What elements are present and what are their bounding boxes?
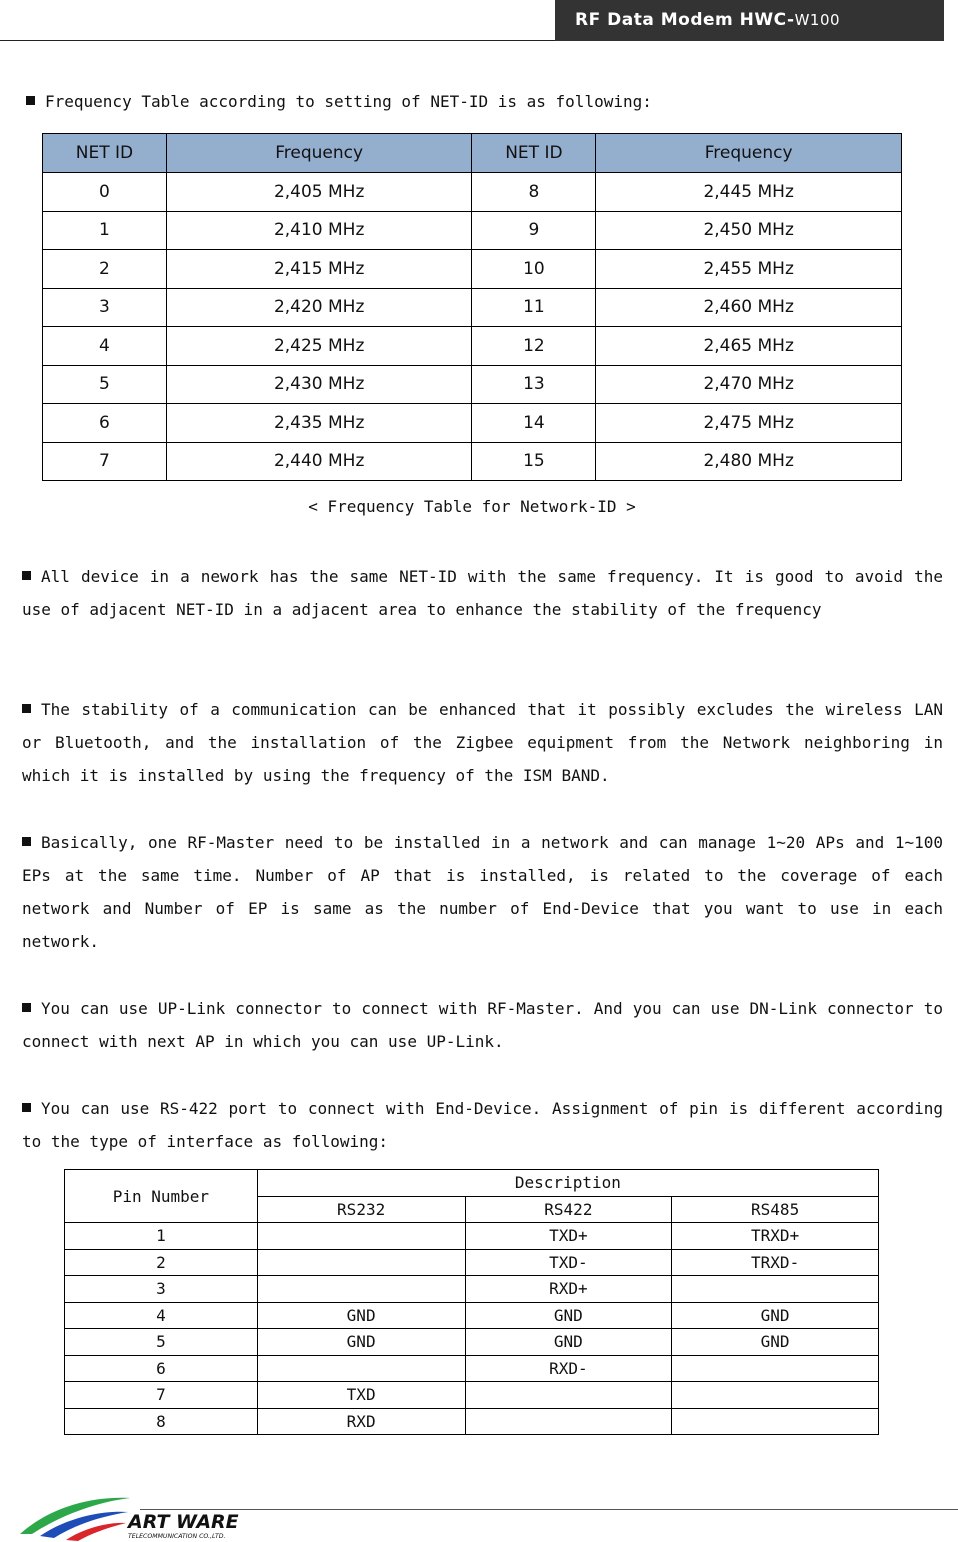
table-row [65,1276,879,1303]
table-cell: 12 [472,327,596,366]
table-row [65,1408,879,1435]
paragraph-text: All device in a nework has the same NET-ID with the same frequency. It is good to avoid the use of adjacent NET-ID in a adjacent area to enhance the stability of the frequency [22,567,943,619]
col-header-rs485: RS485 [672,1196,879,1223]
intro-text: Frequency Table according to setting of NET-ID is as following: [45,92,652,111]
paragraph-text: Basically, one RF-Master need to be installed in a network and can manage 1~20 APs and 1~100 EPs at the same time. Number of AP that is installed, is related to the coverage of each network and Number of EP is same as the number of End-Device that you want to use in each network. [22,833,943,951]
table-cell: 13 [472,365,596,404]
col-header-description: Description [257,1170,878,1197]
frequency-table-header [43,134,902,173]
table-cell: 14 [472,404,596,443]
square-bullet-icon [22,571,31,580]
table-cell: 6 [43,404,167,443]
paragraph [22,560,943,626]
col-header-rs232: RS232 [257,1196,465,1223]
table-cell: 2,425 MHz [166,327,472,366]
header-model: W100 [794,11,841,29]
table-cell: GND [465,1329,672,1356]
table-cell: 2,420 MHz [166,288,472,327]
paragraph [22,693,943,792]
table-cell: 3 [43,288,167,327]
table-cell: 2,470 MHz [596,365,902,404]
paragraph [22,992,943,1058]
table-cell: 1 [43,211,167,250]
table-cell: 2 [65,1249,258,1276]
col-header-frequency: Frequency [166,134,472,173]
table-cell: 9 [472,211,596,250]
table-row [43,250,902,289]
square-bullet-icon [22,704,31,713]
paragraph-text: The stability of a communication can be enhanced that it possibly excludes the wireless LAN or Bluetooth, and the installation of the Zigbee equipment from the Network neighboring in which it is installed by using the frequency of the ISM BAND. [22,700,943,785]
table-row [65,1329,879,1356]
table-cell: 6 [65,1355,258,1382]
table-cell: TXD+ [465,1223,672,1250]
table-cell: 8 [65,1408,258,1435]
table-cell: 7 [43,442,167,481]
document-header [555,0,944,41]
logo-subtext: TELECOMMUNICATION CO.,LTD. [128,1533,226,1540]
table-cell: TRXD+ [672,1223,879,1250]
table-cell: 7 [65,1382,258,1409]
table-row [65,1382,879,1409]
table-cell: GND [257,1329,465,1356]
table-cell: 2,445 MHz [596,173,902,212]
paragraph [22,826,943,958]
table-cell: GND [672,1329,879,1356]
table-cell: RXD+ [465,1276,672,1303]
frequency-table [42,133,902,481]
logo-swoosh-green [20,1498,130,1534]
table-cell: 2,460 MHz [596,288,902,327]
table-cell: RXD- [465,1355,672,1382]
table-cell: 2,450 MHz [596,211,902,250]
table-cell: GND [257,1302,465,1329]
table-row [43,211,902,250]
logo-text: ART WARE [128,1511,239,1533]
paragraph [22,1092,943,1158]
table-cell: 5 [65,1329,258,1356]
col-header-net-id: NET ID [43,134,167,173]
table-cell [672,1355,879,1382]
table-row [65,1249,879,1276]
table-cell: GND [672,1302,879,1329]
table-row [43,365,902,404]
table-cell: 2,455 MHz [596,250,902,289]
square-bullet-icon [22,1003,31,1012]
paragraph-text: You can use UP-Link connector to connect with RF-Master. And you can use DN-Link connector to connect with next AP in which you can use UP-Link. [22,999,943,1051]
paragraph-text: You can use RS-422 port to connect with End-Device. Assignment of pin is different according to the type of interface as following: [22,1099,943,1151]
table-cell: 2 [43,250,167,289]
table-cell: TXD [257,1382,465,1409]
col-header-pin-number: Pin Number [65,1170,258,1223]
table-row [43,327,902,366]
company-logo [18,1494,273,1542]
square-bullet-icon [26,96,35,105]
pin-table-header [65,1170,879,1197]
table-cell: 15 [472,442,596,481]
table-cell [257,1249,465,1276]
table-cell: 0 [43,173,167,212]
table-row [65,1302,879,1329]
table-cell: 1 [65,1223,258,1250]
table-cell [257,1276,465,1303]
col-header-net-id: NET ID [472,134,596,173]
table-cell: 2,410 MHz [166,211,472,250]
table-row [43,404,902,443]
table-cell: 2,415 MHz [166,250,472,289]
table-cell: 10 [472,250,596,289]
col-header-frequency: Frequency [596,134,902,173]
table-cell [257,1355,465,1382]
table-cell [465,1408,672,1435]
table-cell: 2,475 MHz [596,404,902,443]
table-row [43,442,902,481]
square-bullet-icon [22,837,31,846]
col-header-rs422: RS422 [465,1196,672,1223]
header-title: RF Data Modem HWC- [575,10,795,30]
table-cell: TRXD- [672,1249,879,1276]
table-cell [672,1408,879,1435]
table-cell: 2,440 MHz [166,442,472,481]
table-row [43,173,902,212]
table-cell: 2,435 MHz [166,404,472,443]
table-cell: 8 [472,173,596,212]
frequency-table-caption: < Frequency Table for Network-ID > [308,497,636,516]
table-cell: 3 [65,1276,258,1303]
table-cell [672,1276,879,1303]
table-cell: 2,430 MHz [166,365,472,404]
square-bullet-icon [22,1103,31,1112]
table-cell: 2,465 MHz [596,327,902,366]
table-cell: RXD [257,1408,465,1435]
table-cell [465,1382,672,1409]
table-cell: 4 [43,327,167,366]
table-row [65,1223,879,1250]
intro-line [26,92,652,111]
table-cell: GND [465,1302,672,1329]
table-row [43,288,902,327]
table-cell: 4 [65,1302,258,1329]
table-cell: 2,480 MHz [596,442,902,481]
table-cell: 11 [472,288,596,327]
table-cell: 2,405 MHz [166,173,472,212]
table-cell: TXD- [465,1249,672,1276]
table-cell [257,1223,465,1250]
table-cell [672,1382,879,1409]
pin-assignment-table [64,1169,879,1435]
table-row [65,1355,879,1382]
table-cell: 5 [43,365,167,404]
